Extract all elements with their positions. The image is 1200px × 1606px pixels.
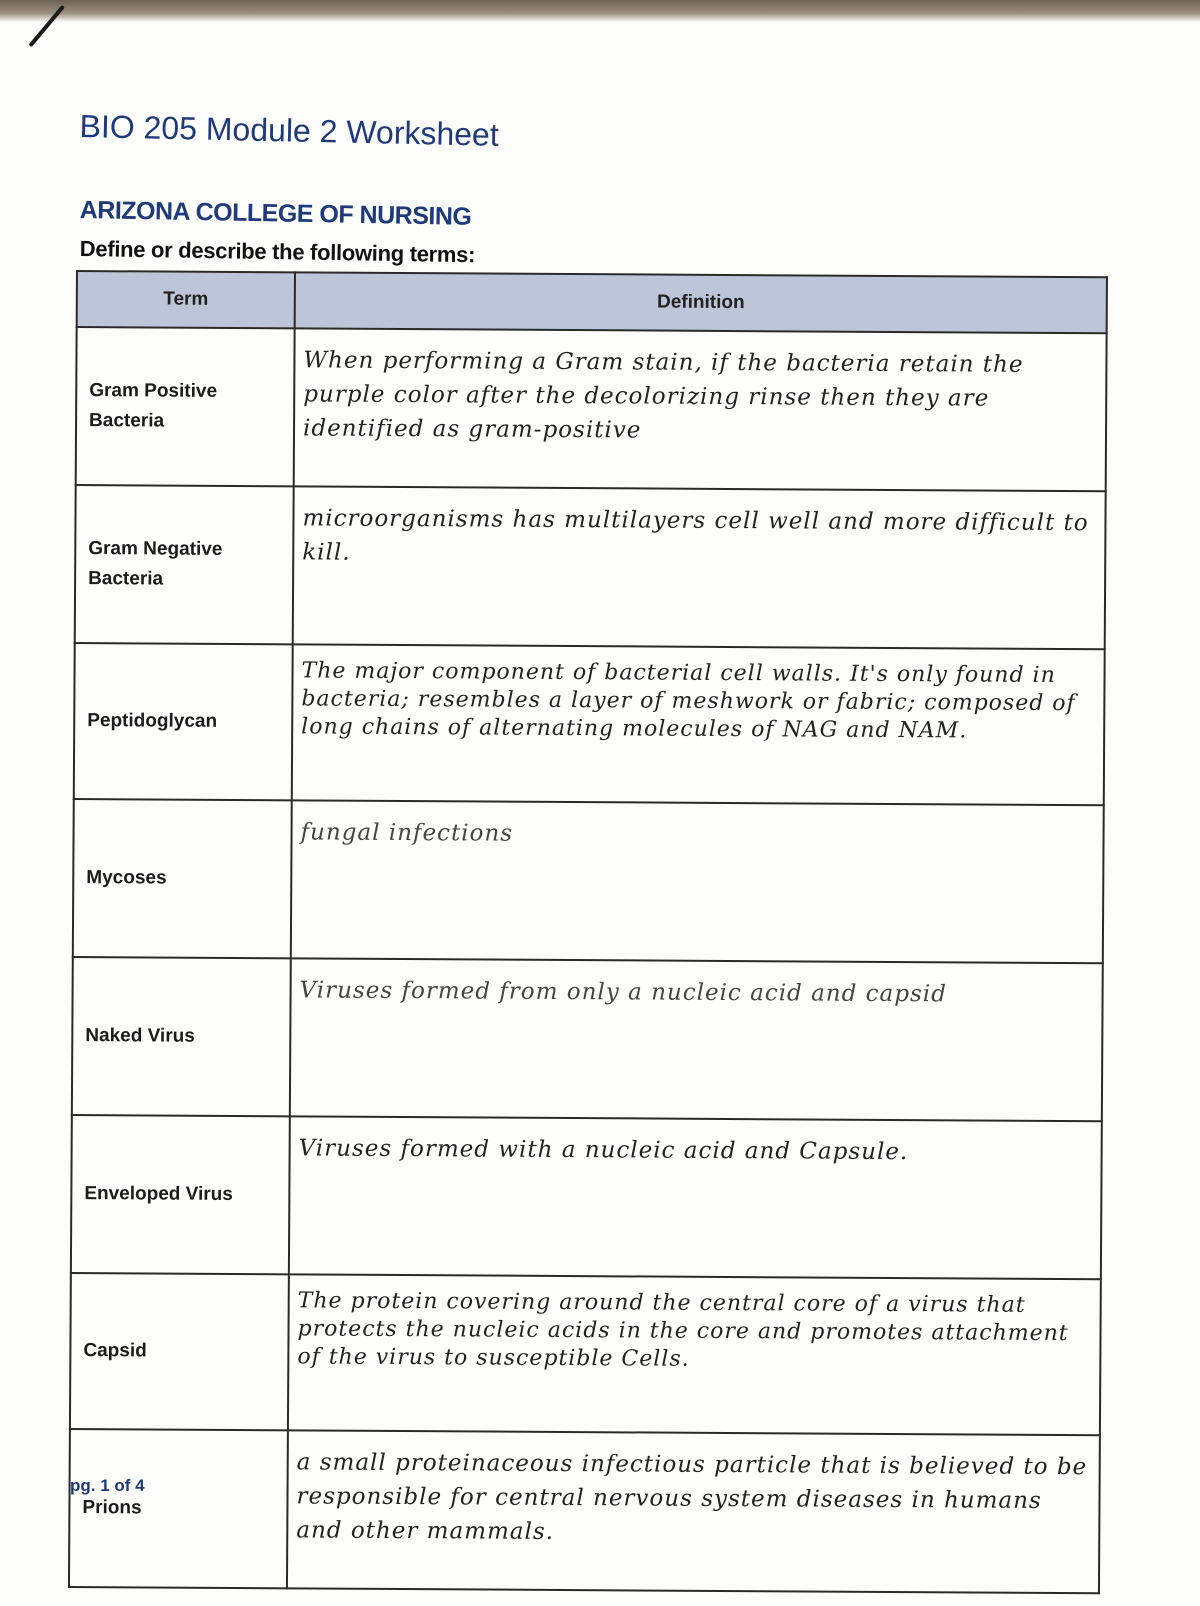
term-cell: Enveloped Virus (71, 1115, 290, 1274)
table-row (71, 1115, 1102, 1279)
term-cell: Prions (69, 1429, 288, 1588)
table-row (76, 327, 1107, 491)
definition-column-header: Definition (295, 272, 1107, 333)
table-header-row (77, 271, 1107, 333)
definition-cell: microorganisms has multilayers cell well and more difficult to kill. (293, 486, 1106, 649)
term-cell: Gram Positive Bacteria (76, 327, 295, 486)
table-row (74, 643, 1105, 805)
term-cell: Gram Negative Bacteria (75, 485, 294, 644)
table-row (75, 485, 1106, 649)
table-row (69, 1429, 1100, 1593)
definition-cell: fungal infections (291, 800, 1104, 963)
term-cell: Naked Virus (72, 957, 291, 1116)
table-row (73, 799, 1104, 963)
term-cell: Mycoses (73, 799, 292, 958)
definition-cell: The major component of bacterial cell walls. It's only found in bacteria; resembles a layer of meshwork or fabric; composed of long chains of alternating molecules of NAG and NAM. (292, 644, 1105, 805)
terms-table-container (68, 270, 1106, 1594)
definition-cell: a small proteinaceous infectious particle that is believed to be responsible for central nervous system diseases in humans and other mammals. (287, 1430, 1100, 1593)
definition-cell: Viruses formed from only a nucleic acid and capsid (290, 958, 1103, 1121)
college-name: ARIZONA COLLEGE OF NURSING (79, 196, 472, 231)
table-row (72, 957, 1103, 1121)
definition-cell: Viruses formed with a nucleic acid and Capsule. (289, 1116, 1102, 1279)
worksheet-title: BIO 205 Module 2 Worksheet (79, 108, 500, 153)
terms-table (68, 270, 1108, 1594)
desk-background (0, 0, 1200, 22)
term-column-header: Term (77, 271, 295, 328)
term-cell: Peptidoglycan (74, 643, 293, 800)
definition-cell: The protein covering around the central core of a virus that protects the nucleic acids in the core and promotes attachment of the virus to susceptible Cells. (288, 1274, 1101, 1435)
term-cell: Capsid (70, 1273, 289, 1430)
definition-cell: When performing a Gram stain, if the bacteria retain the purple color after the decolorizing rinse then they are identified as gram-positive (294, 328, 1107, 491)
page-number: pg. 1 of 4 (70, 1476, 145, 1495)
table-row (70, 1273, 1101, 1435)
instruction-text: Define or describe the following terms: (79, 236, 476, 268)
